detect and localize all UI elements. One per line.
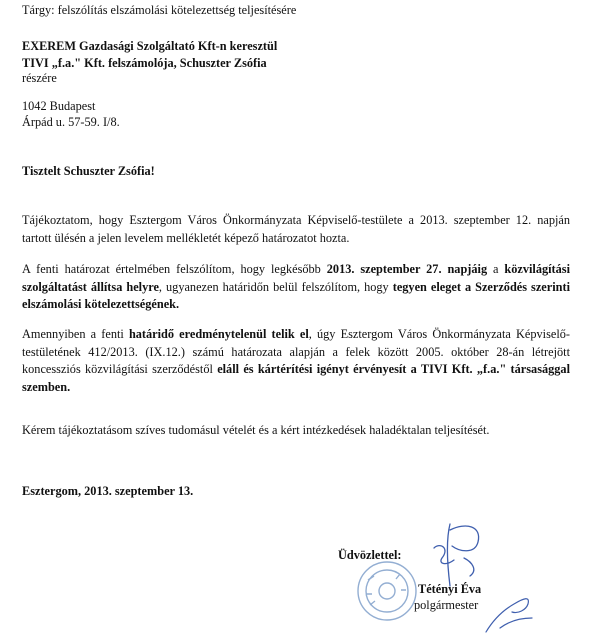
paragraph-3 [22, 326, 570, 396]
paragraph-2-bold-1: 2013. szeptember 27. napjáig [326, 262, 488, 276]
recipient-line-1: EXEREM Gazdasági Szolgáltató Kft-n keresztül [22, 39, 278, 53]
paragraph-4: Kérem tájékoztatásom szíves tudomásul vételét és a kért intézkedések haladéktalan teljesítését. [22, 423, 490, 437]
paragraph-3-text-1: Amennyiben a fenti [22, 327, 129, 341]
signer-title: polgármester [414, 598, 479, 612]
paragraph-1: Tájékoztatom, hogy Esztergom Város Önkormányzata Képviselő-testülete a 2013. szeptember 12. napján tartott ülésén a jelen levelem mellékletét képező határozatot hozta. [22, 213, 570, 245]
subject-line: Tárgy: felszólítás elszámolási kötelezettség teljesítésére [22, 3, 297, 17]
greeting: Üdvözlettel: [338, 548, 402, 562]
paragraph-2 [22, 261, 570, 314]
official-stamp-icon [356, 560, 418, 622]
salutation: Tisztelt Schuszter Zsófia! [22, 164, 155, 178]
paragraph-3-bold-2: eláll és kártérítési igényt érvényesít a TIVI Kft. „f.a." társasággal szemben. [22, 362, 570, 394]
paragraph-2-text-1: A fenti határozat értelmében felszólítom, hogy legkésőbb [22, 262, 327, 276]
signer-name: Tétényi Éva [418, 582, 482, 596]
paragraph-2-bold-3: tegyen eleget a Szerződés szerinti elszámolási kötelezettségének. [22, 279, 570, 311]
handwritten-signature-icon [420, 518, 500, 590]
paragraph-2-bold-2: közvilágítási szolgáltatást állítsa helyre [22, 262, 570, 294]
recipient-line-3: részére [22, 71, 57, 85]
recipient-city: 1042 Budapest [22, 99, 96, 113]
paragraph-3-text-2: , úgy Esztergom Város Önkormányzata Képviselő-testületének 412/2013. (IX.12.) számú határozata alapján a felek között 2005. október 28-án létrejött koncessziós közvilágítási szerződéstől [22, 327, 570, 376]
recipient-street: Árpád u. 57-59. I/8. [22, 115, 120, 129]
scribble-mark-icon [478, 588, 538, 636]
place-date: Esztergom, 2013. szeptember 13. [22, 484, 194, 498]
paragraph-3-bold-1: határidő eredménytelenül telik el [128, 327, 309, 341]
paragraph-2-text-2: a [487, 262, 505, 276]
recipient-line-2: TIVI „f.a." Kft. felszámolója, Schuszter Zsófia [22, 56, 267, 70]
paragraph-2-text-3: , ugyanezen határidőn belül felszólítom, hogy [158, 279, 393, 294]
